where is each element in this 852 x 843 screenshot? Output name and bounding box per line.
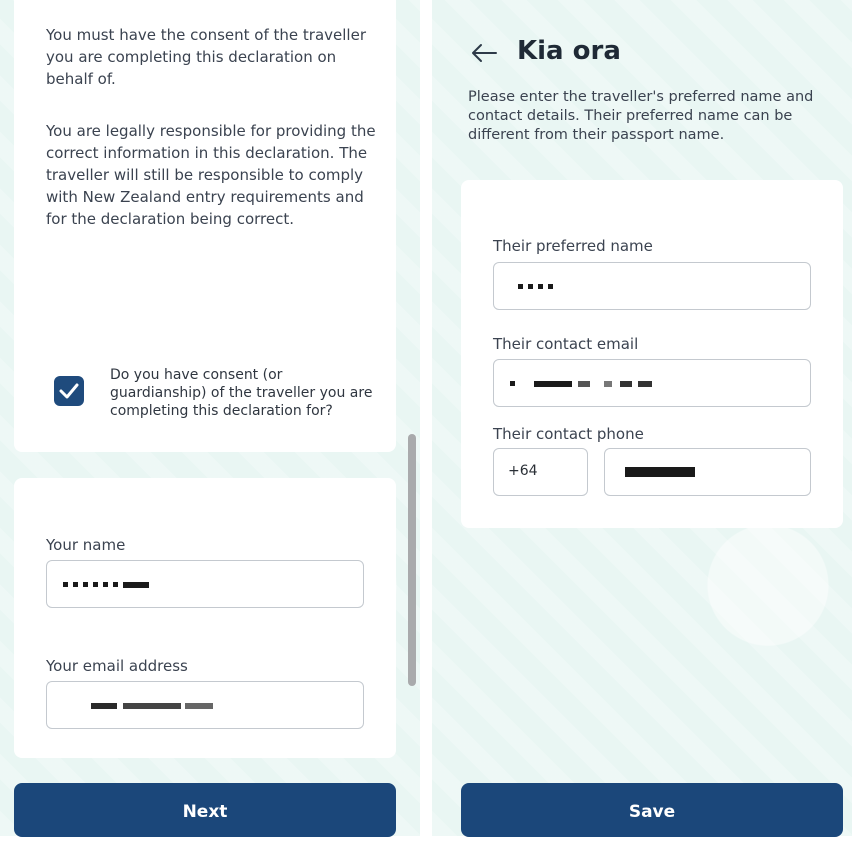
preferred-name-label: Their preferred name xyxy=(493,237,653,255)
consent-question: Do you have consent (or guardianship) of the traveller you are completing this declaration for? xyxy=(110,367,373,419)
next-button[interactable]: Next xyxy=(14,783,396,837)
divider xyxy=(420,0,432,843)
consent-checkbox[interactable] xyxy=(54,376,84,406)
contact-email-label: Their contact email xyxy=(493,335,639,353)
your-email-input[interactable] xyxy=(46,681,364,729)
phone-number-input[interactable] xyxy=(604,448,811,496)
intro-text: Please enter the traveller's preferred name and contact details. Their preferred name can be different from their passport name. xyxy=(468,89,814,143)
phone-country-code-input[interactable] xyxy=(493,448,588,496)
checkmark-icon xyxy=(59,382,79,400)
your-email-label: Your email address xyxy=(46,657,188,675)
consent-info-text: You must have the consent of the traveller you are completing this declaration on behalf of. xyxy=(46,26,366,88)
page-title: Kia ora xyxy=(517,36,621,66)
your-name-input[interactable] xyxy=(46,560,364,608)
preferred-name-input[interactable] xyxy=(493,262,811,310)
phone-country-code: +64 xyxy=(508,463,538,479)
contact-email-input[interactable] xyxy=(493,359,811,407)
your-name-label: Your name xyxy=(46,536,126,554)
legal-responsibility-text: You are legally responsible for providing the correct information in this declaration. The traveller will still be responsible to comply with New Zealand entry requirements and for the declaration being correct. xyxy=(46,122,376,228)
scrollbar[interactable] xyxy=(408,434,416,686)
back-arrow-icon[interactable] xyxy=(470,40,498,66)
contact-phone-label: Their contact phone xyxy=(493,425,644,443)
save-button[interactable]: Save xyxy=(461,783,843,837)
